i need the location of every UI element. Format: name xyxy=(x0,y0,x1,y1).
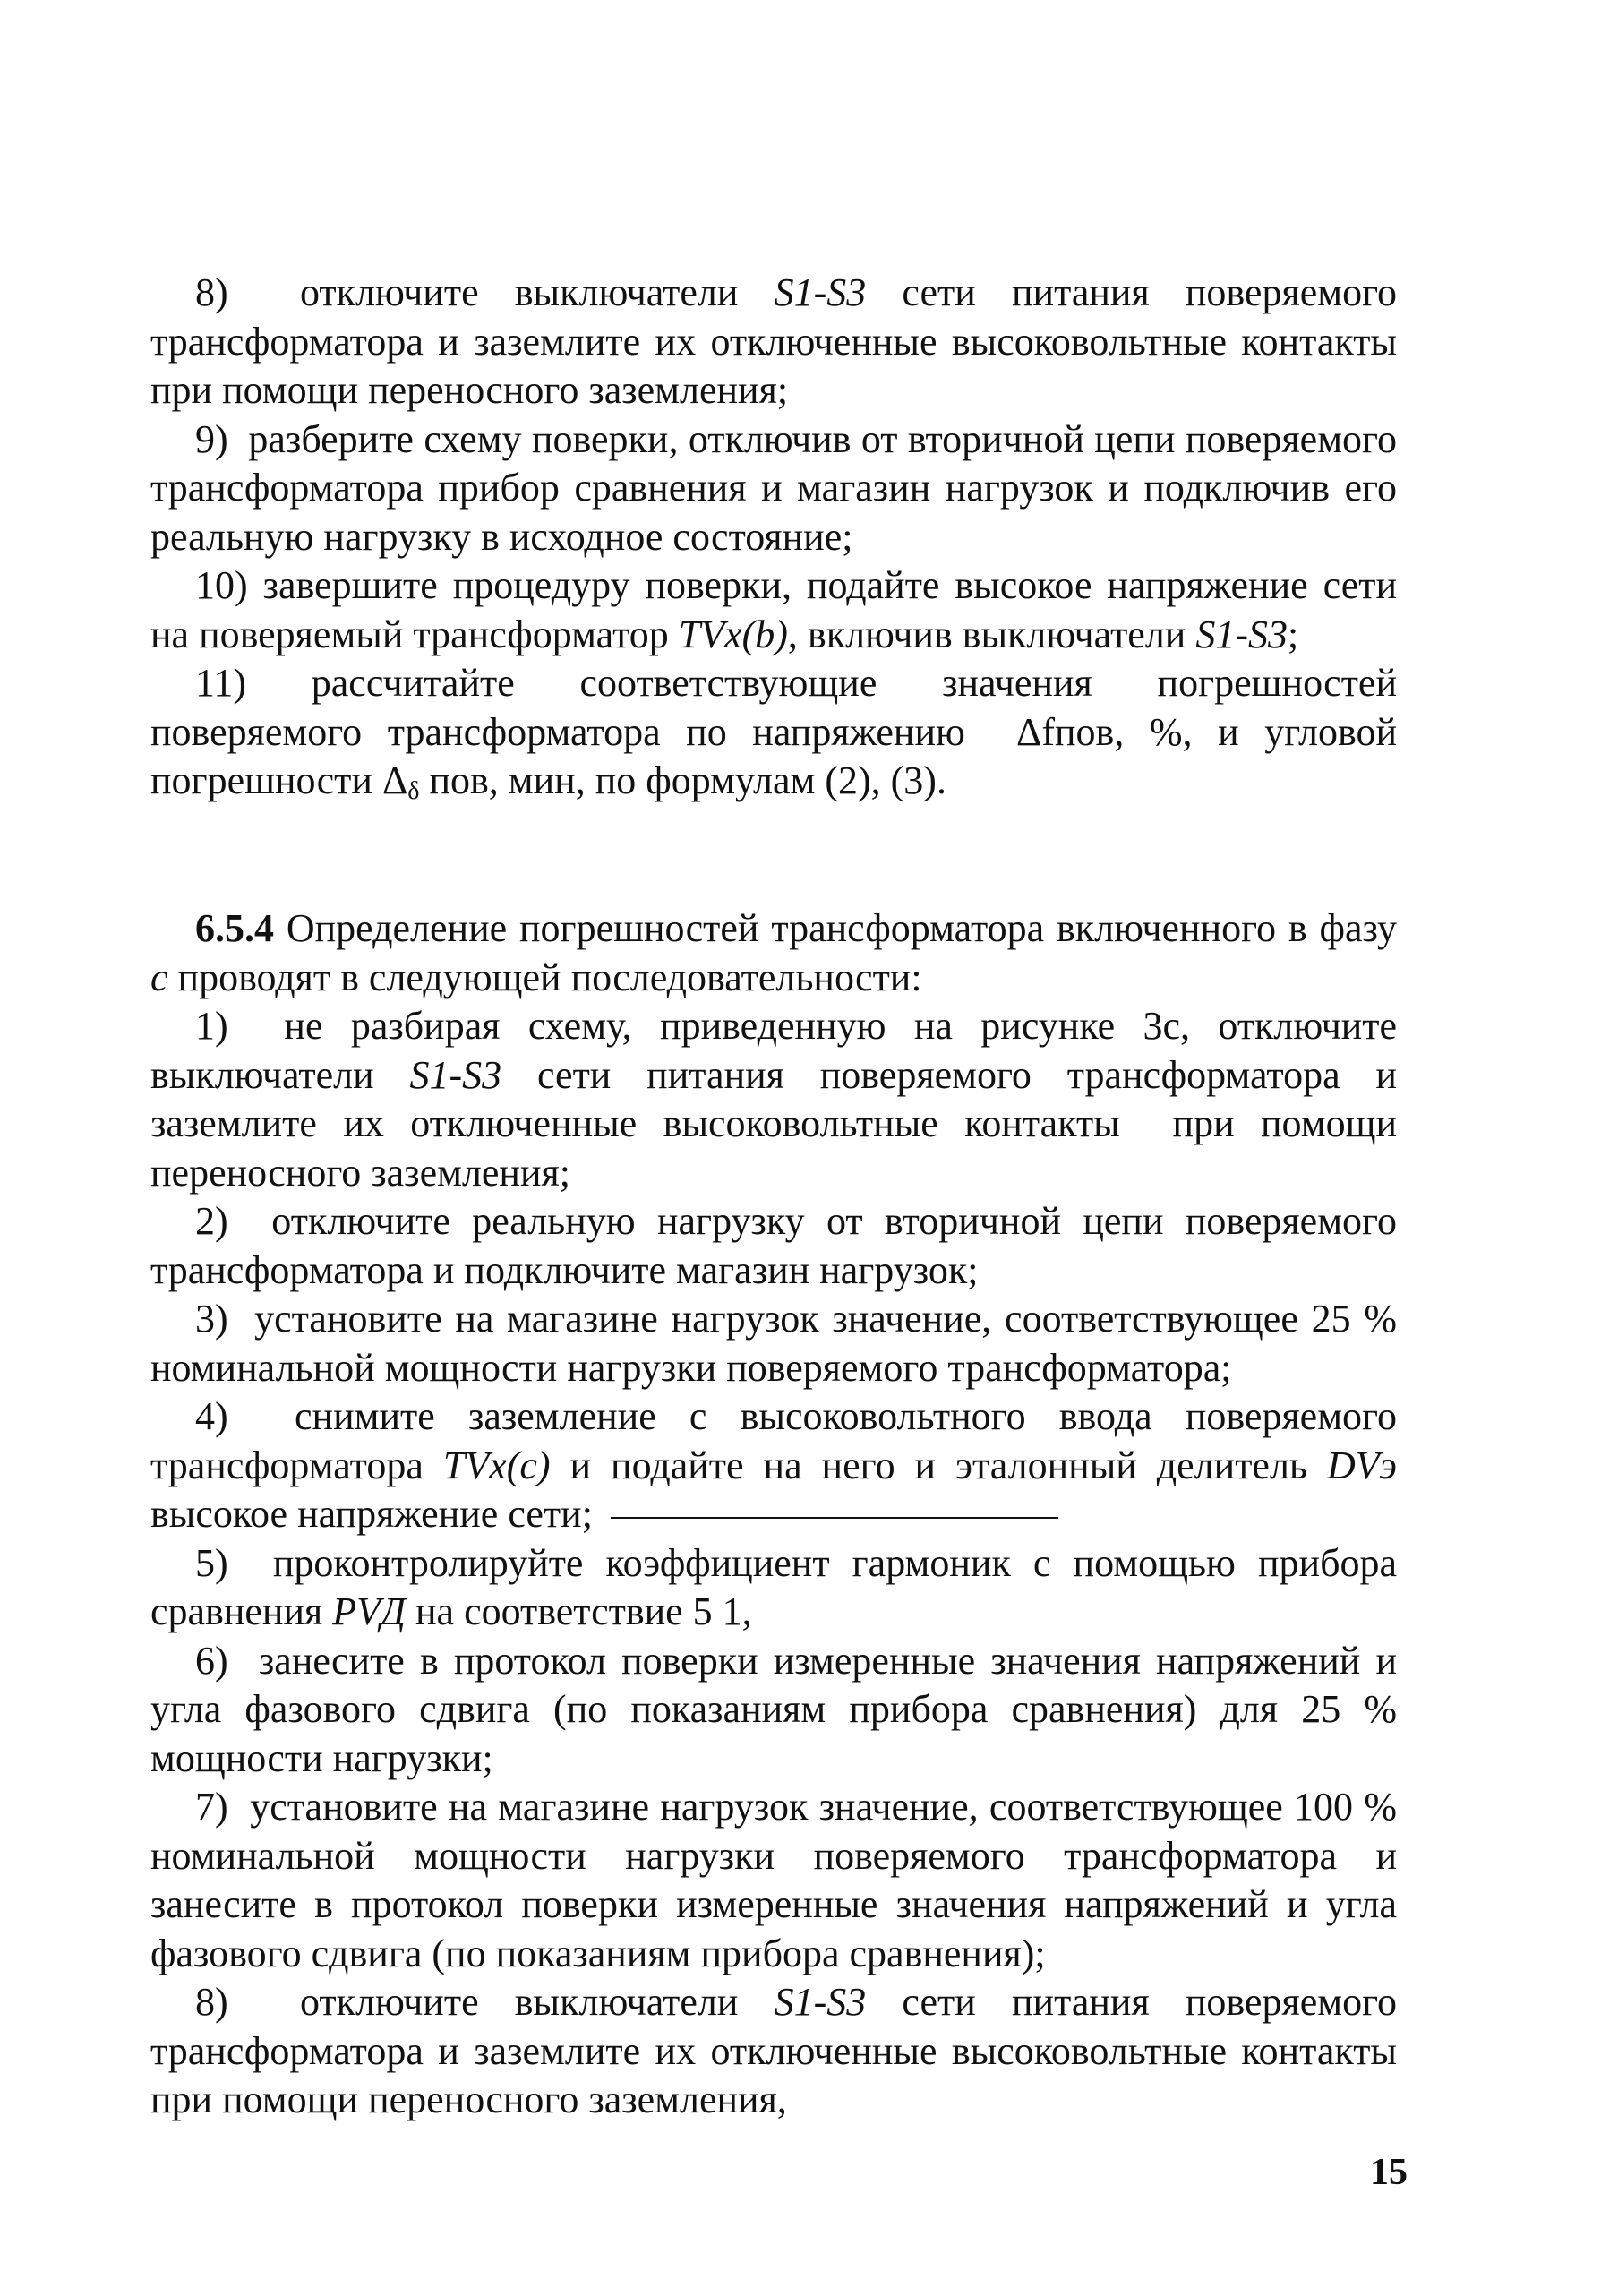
switch-designation: S1-S3 xyxy=(774,270,867,314)
item-text: ; xyxy=(1287,612,1299,656)
phase-label: с xyxy=(150,955,168,999)
section-6-5-4 xyxy=(150,904,1408,2125)
list-item xyxy=(150,1783,1407,1978)
list-item xyxy=(150,1197,1407,1295)
transformer-designation: TVx(b) xyxy=(678,612,788,656)
list-item xyxy=(150,1637,1407,1784)
item-text: сети питания поверяемого трансформатора и заземлите их отключенные высоковольтные контакты при помощи переносного заземления; xyxy=(150,1052,1407,1195)
list-item xyxy=(150,1002,1408,1197)
item-number: 3) xyxy=(195,1297,228,1341)
list-item xyxy=(150,269,1408,416)
handwritten-underline xyxy=(611,1517,1058,1519)
item-text: пов, мин, по формулам (2), (3). xyxy=(419,758,946,802)
list-item xyxy=(150,416,1408,562)
switch-designation: S1-S3 xyxy=(409,1052,502,1097)
item-text: отключите выключатели xyxy=(300,1980,775,2024)
switch-designation: S1-S3 xyxy=(774,1980,867,2024)
item-number: 8) xyxy=(195,1980,228,2024)
item-text: не разбирая схему, приведенную на рисунке 3с, отключите выключатели xyxy=(150,1004,1408,1097)
instrument-designation: PVД xyxy=(332,1589,406,1633)
item-text: и подайте на него и эталонный делитель xyxy=(550,1443,1327,1487)
item-number: 4) xyxy=(195,1394,228,1438)
divider-designation: DVэ xyxy=(1326,1443,1397,1487)
item-text: завершите процедуру поверки, подайте высокое напряжение сети на поверяемый трансформатор xyxy=(150,563,1407,656)
item-text: установите на магазине нагрузок значение, соответствующее 25 % номинальной мощности нагрузки поверяемого трансформатора; xyxy=(150,1297,1407,1390)
item-number: 7) xyxy=(195,1785,228,1829)
section-number: 6.5.4 xyxy=(195,906,274,950)
upper-list xyxy=(150,269,1408,806)
item-number: 6) xyxy=(195,1638,228,1683)
item-number: 5) xyxy=(195,1540,228,1585)
list-item xyxy=(150,1295,1407,1392)
item-number: 1) xyxy=(195,1004,228,1048)
list-item xyxy=(150,1539,1407,1637)
list-item xyxy=(150,659,1408,806)
item-text: отключите выключатели xyxy=(300,270,775,314)
section-text: проводят в следующей последовательности: xyxy=(167,955,922,999)
item-number: 10) xyxy=(195,563,248,607)
item-number: 9) xyxy=(195,416,228,461)
switch-designation: S1-S3 xyxy=(1195,612,1288,656)
item-text: снимите заземление с высоковольтного ввода поверяемого трансформатора xyxy=(150,1394,1408,1487)
transformer-designation: TVx(c) xyxy=(442,1443,551,1487)
item-number: 2) xyxy=(195,1199,228,1243)
list-item xyxy=(150,561,1407,659)
item-text: сети питания поверяемого трансформатора и заземлите их отключенные высоковольтные контакты при помощи переносного заземления, xyxy=(150,1980,1408,2121)
item-number: 8) xyxy=(195,270,228,314)
item-text: на соответствие 5 1, xyxy=(406,1589,752,1633)
item-text: рассчитайте соответствующие значения погрешностей поверяемого трансформатора по напряжению Δfпов, %, и угловой погрешности Δ xyxy=(150,661,1408,802)
page-number: 15 xyxy=(1370,2152,1408,2193)
item-text: разберите схему поверки, отключив от вторичной цепи поверяемого трансформатора прибор сравнения и магазин нагрузок и подключив его реальную нагрузку в исходное состояние; xyxy=(150,416,1408,559)
section-intro xyxy=(150,904,1407,1002)
subscript: δ xyxy=(407,777,420,805)
item-text: отключите реальную нагрузку от вторичной цепи поверяемого трансформатора и подключите магазин нагрузок; xyxy=(150,1199,1407,1292)
item-text: проконтролируйте коэффициент гармоник с помощью прибора сравнения xyxy=(150,1540,1407,1633)
item-text: установите на магазине нагрузок значение, соответствующее 100 % номинальной мощности нагрузки поверяемого трансформатора и занесите в протокол поверки измеренные значения напряжений и угла фазового сдвига (по показаниям прибора сравнения); xyxy=(150,1785,1407,1975)
list-item xyxy=(150,1392,1408,1539)
list-item xyxy=(150,1978,1408,2125)
item-text: высокое напряжение сети; xyxy=(150,1443,1407,1536)
item-text: , включив выключатели xyxy=(787,612,1196,656)
item-number: 11) xyxy=(195,661,247,705)
section-text: Определение погрешностей трансформатора включенного в фазу xyxy=(274,906,1407,950)
item-text: сети питания поверяемого трансформатора и заземлите их отключенные высоковольтные контакты при помощи переносного заземления; xyxy=(150,270,1408,412)
item-text: занесите в протокол поверки измеренные значения напряжений и угла фазового сдвига (по показаниям прибора сравнения) для 25 % мощности нагрузки; xyxy=(150,1638,1407,1780)
